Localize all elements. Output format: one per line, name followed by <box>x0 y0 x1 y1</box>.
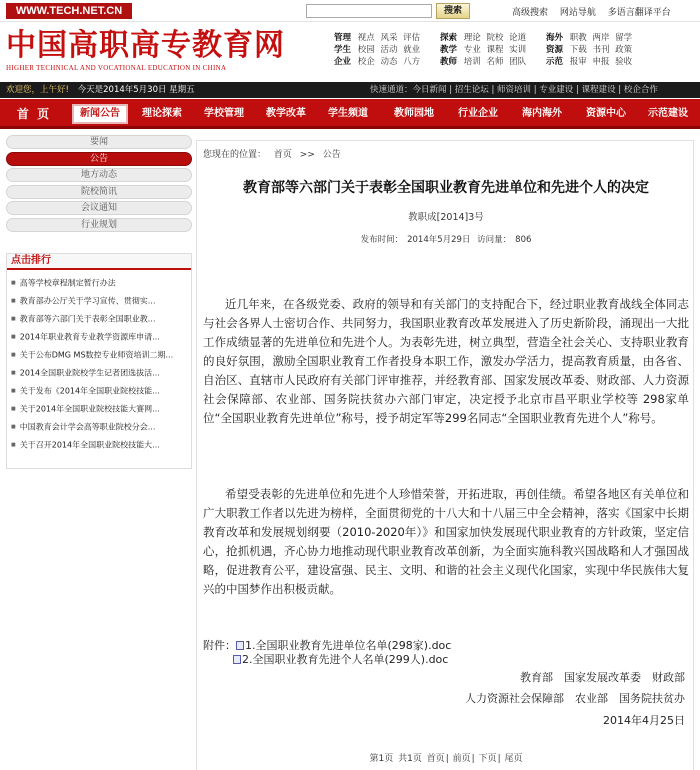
ranking-item[interactable]: ■ 2014全国职业院校学生记者团选拔活... <box>11 364 191 382</box>
subnav-local-news[interactable]: 地方动态 <box>6 168 192 182</box>
ranking-item[interactable]: ■ 关于2014年全国职业院校技能大赛网... <box>11 400 191 418</box>
greeting-text: 欢迎您，上午好! <box>6 85 69 95</box>
quicknav-link[interactable]: 两岸 <box>592 33 610 43</box>
breadcrumb-current[interactable]: 公告 <box>322 150 341 160</box>
quicknav-link[interactable]: 下载 <box>569 45 587 55</box>
doc-file-icon <box>236 641 244 650</box>
breadcrumb-home[interactable]: 首页 <box>273 150 292 160</box>
publish-date: 2014年5月29日 <box>407 235 471 245</box>
quicknav-link[interactable]: 论道 <box>509 33 527 43</box>
breadcrumb-separator: >> <box>299 150 315 160</box>
nav-theory[interactable]: 理论探索 <box>142 108 182 119</box>
today-date: 今天是2014年5月30日 星期五 <box>77 85 195 95</box>
greeting-area <box>6 82 195 98</box>
quicknav-link[interactable]: 报审 <box>569 57 587 67</box>
subnav-meeting-notices[interactable]: 会议通知 <box>6 201 192 215</box>
quicknav-group <box>440 56 529 68</box>
ranking-item[interactable]: ■ 教育部办公厅关于学习宣传、贯彻实... <box>11 292 191 310</box>
page-last[interactable]: 尾页 <box>504 754 523 764</box>
quicknav-link[interactable]: 视点 <box>357 33 375 43</box>
ranking-item[interactable]: ■ 关于公布DMG MS数控专业师资培训二期... <box>11 346 191 364</box>
ranking-item[interactable]: ■ 关于召开2014年全国职业院校技能大... <box>11 436 191 454</box>
subnav-school-briefs[interactable]: 院校简讯 <box>6 185 192 199</box>
subnav-headlines[interactable]: 要闻 <box>6 135 192 149</box>
quicknav-link[interactable]: 活动 <box>380 45 398 55</box>
quicknav-group <box>546 32 635 44</box>
publish-label: 发布时间： <box>360 235 404 245</box>
quicknav-head[interactable]: 企业 <box>334 57 352 67</box>
quicknav-row <box>334 32 700 44</box>
ranking-item[interactable]: ■ 高等学校章程制定暂行办法 <box>11 274 191 292</box>
nav-home[interactable]: 首 页 <box>16 107 52 121</box>
nav-industry[interactable]: 行业企业 <box>458 108 498 119</box>
ranking-item[interactable]: ■ 2014年职业教育专业教学资源库申请... <box>11 328 191 346</box>
quicknav-head[interactable]: 管理 <box>334 33 352 43</box>
quicknav-link[interactable]: 校企 <box>357 57 375 67</box>
nav-students[interactable]: 学生频道 <box>328 108 368 119</box>
issue-date: 2014年4月25日 <box>603 714 685 727</box>
quicknav-link[interactable]: 专业 <box>463 45 481 55</box>
nav-overseas[interactable]: 海内海外 <box>522 108 562 119</box>
quicknav-link[interactable]: 实训 <box>509 45 527 55</box>
quicknav-group <box>334 44 423 56</box>
ranking-title: 点击排行 <box>7 254 191 270</box>
attachments <box>203 639 451 667</box>
breadcrumb <box>203 147 346 160</box>
left-sidebar <box>6 135 192 450</box>
top-bar <box>0 0 700 22</box>
quicknav-row <box>334 44 700 56</box>
quicknav-link[interactable]: 动态 <box>380 57 398 67</box>
quicknav-group <box>440 44 529 56</box>
quicknav-head[interactable]: 教学 <box>440 45 458 55</box>
document-number: 教职成[2014]3号 <box>408 212 484 223</box>
pagination: 第1页 共1页 首页| 前页| 下页| 尾页 <box>369 754 523 764</box>
quicknav-link[interactable]: 理论 <box>463 33 481 43</box>
nav-teachers[interactable]: 教师园地 <box>394 108 434 119</box>
site-map-link[interactable]: 网站导航 <box>559 8 596 18</box>
quicknav-link[interactable]: 申报 <box>592 57 610 67</box>
views-count: 806 <box>515 235 532 245</box>
quicknav-row <box>334 56 700 68</box>
ranking-item[interactable]: ■ 中国教育会计学会高等职业院校分会... <box>11 418 191 436</box>
quicknav-head[interactable]: 示范 <box>546 57 564 67</box>
quicknav-link[interactable]: 风采 <box>380 33 398 43</box>
quicknav-link[interactable]: 评估 <box>403 33 421 43</box>
quicknav-link[interactable]: 课程 <box>486 45 504 55</box>
article-title: 教育部等六部门关于表彰全国职业教育先进单位和先进个人的决定 <box>243 180 649 196</box>
attachments-label: 附件： <box>203 639 236 652</box>
translation-link[interactable]: 多语言翻译平台 <box>607 8 671 18</box>
nav-news[interactable]: 新闻公告 <box>72 104 128 124</box>
site-url-logo[interactable]: WWW.TECH.NET.CN <box>6 3 132 19</box>
page-first[interactable]: 首页 <box>426 754 445 764</box>
page-total: 共1页 <box>398 754 422 764</box>
quicknav-link[interactable]: 就业 <box>403 45 421 55</box>
quicknav-group <box>334 32 423 44</box>
page-next[interactable]: 下页 <box>478 754 497 764</box>
views-label: 访问量： <box>477 235 512 245</box>
quicknav-head[interactable]: 资源 <box>546 45 564 55</box>
search-input[interactable] <box>306 4 432 18</box>
top-links <box>512 5 680 18</box>
quicknav-link[interactable]: 职教 <box>569 33 587 43</box>
nav-teaching-reform[interactable]: 教学改革 <box>266 108 306 119</box>
article-paragraph: 近几年来，在各级党委、政府的领导和有关部门的支持配合下，经过职业教育战线全体同志与社会各界人士密切合作、共同努力，我国职业教育改革发展进入了历史新阶段，涌现出一大批工作成绩显著的先进单位和先进个人。为表彰先进，树立典型，营造全社会关心、支持职业教育的良好氛围，激励全国职业教育工作者投身本职工作，激发办学活力，提高教育质量，由各省、自治区、直辖市人民政府有关部门评审推荐，并经教育部、国家发展改革委、财政部、人力资源社会保障部、农业部、国务院扶贫办六部门审定，决定授予北京市昌平职业学校等 298家单位“全国职业教育先进单位”称号，授予胡定军等299名同志“全国职业教育先进个人”称号。 <box>203 297 689 425</box>
search-button[interactable]: 搜索 <box>436 3 470 19</box>
site-title: 中国高职高专教育网 <box>6 28 285 63</box>
nav-resources[interactable]: 资源中心 <box>586 108 626 119</box>
info-bar <box>0 82 700 98</box>
ranking-list <box>7 270 191 454</box>
quicknav-link[interactable]: 验收 <box>615 57 633 67</box>
quicknav-head[interactable]: 学生 <box>334 45 352 55</box>
quicknav-group <box>334 56 423 68</box>
quicknav-head[interactable]: 探索 <box>440 33 458 43</box>
quicknav-group <box>546 44 635 56</box>
issuer-line: 人力资源社会保障部 农业部 国务院扶贫办 <box>465 692 685 705</box>
quicknav-link[interactable]: 校园 <box>357 45 375 55</box>
quicknav-link[interactable]: 院校 <box>486 33 504 43</box>
article-panel <box>196 140 694 770</box>
quicknav-link[interactable]: 八方 <box>403 57 421 67</box>
page-current: 第1页 <box>369 754 394 764</box>
advanced-search-link[interactable]: 高级搜索 <box>512 8 549 18</box>
quicknav-link[interactable]: 名师 <box>486 57 504 67</box>
site-subtitle: HIGHER TECHNICAL AND VOCATIONAL EDUCATION IN CHINA <box>6 64 227 72</box>
ranking-item[interactable]: ■ 关于发布《2014年全国职业院校技能... <box>11 382 191 400</box>
attachment-link[interactable]: 1.全国职业教育先进单位名单(298家).doc <box>245 639 452 652</box>
attachment-link[interactable]: 2.全国职业教育先进个人名单(299人).doc <box>242 653 449 666</box>
article-paragraph: 希望受表彰的先进单位和先进个人珍惜荣誉，开拓进取，再创佳绩。希望各地区有关单位和广大职教工作者以先进为榜样，全面贯彻党的十八大和十八届三中全会精神，落实《国家中长期教育改革和发展规划纲要（2010-2020年）》和国家加快发展现代职业教育的方针政策，坚定信心，抢抓机遇，齐心协力地推动现代职业教育改革创新，为全面实施科教兴国战略和人才强国战略，促进教育公平，建设富强、民主、文明、和谐的社会主义现代化国家，实现中华民族伟大复兴的中国梦作出积极贡献。 <box>203 487 689 596</box>
quicknav-group <box>546 56 635 68</box>
quicknav-link[interactable]: 政策 <box>615 45 633 55</box>
subnav-industry-planning[interactable]: 行业规划 <box>6 218 192 232</box>
main-nav <box>0 99 700 129</box>
ranking-item[interactable]: ■ 教育部等六部门关于表彰全国职业教... <box>11 310 191 328</box>
quicknav-head[interactable]: 教师 <box>440 57 458 67</box>
subnav-announcements[interactable]: 公告 <box>6 152 192 166</box>
quick-channels[interactable]: 快速通道：今日新闻 | 招生论坛 | 师资培训 | 专业建设 | 课程建设 | 校企合作 <box>370 85 658 95</box>
ranking-panel <box>6 253 192 469</box>
nav-demonstration[interactable]: 示范建设 <box>648 108 688 119</box>
quicknav-link[interactable]: 培训 <box>463 57 481 67</box>
quicknav-group <box>440 32 529 44</box>
quick-category-nav <box>334 32 700 68</box>
nav-school-management[interactable]: 学校管理 <box>204 108 244 119</box>
page-prev[interactable]: 前页 <box>452 754 471 764</box>
site-logo[interactable] <box>6 28 326 78</box>
quicknav-link[interactable]: 团队 <box>509 57 527 67</box>
breadcrumb-label: 您现在的位置： <box>203 150 267 160</box>
quicknav-link[interactable]: 留学 <box>615 33 633 43</box>
issuer-line: 教育部 国家发展改革委 财政部 <box>520 671 685 684</box>
doc-file-icon <box>233 655 241 664</box>
article-meta <box>197 233 695 245</box>
quicknav-head[interactable]: 海外 <box>546 33 564 43</box>
quicknav-link[interactable]: 书刊 <box>592 45 610 55</box>
